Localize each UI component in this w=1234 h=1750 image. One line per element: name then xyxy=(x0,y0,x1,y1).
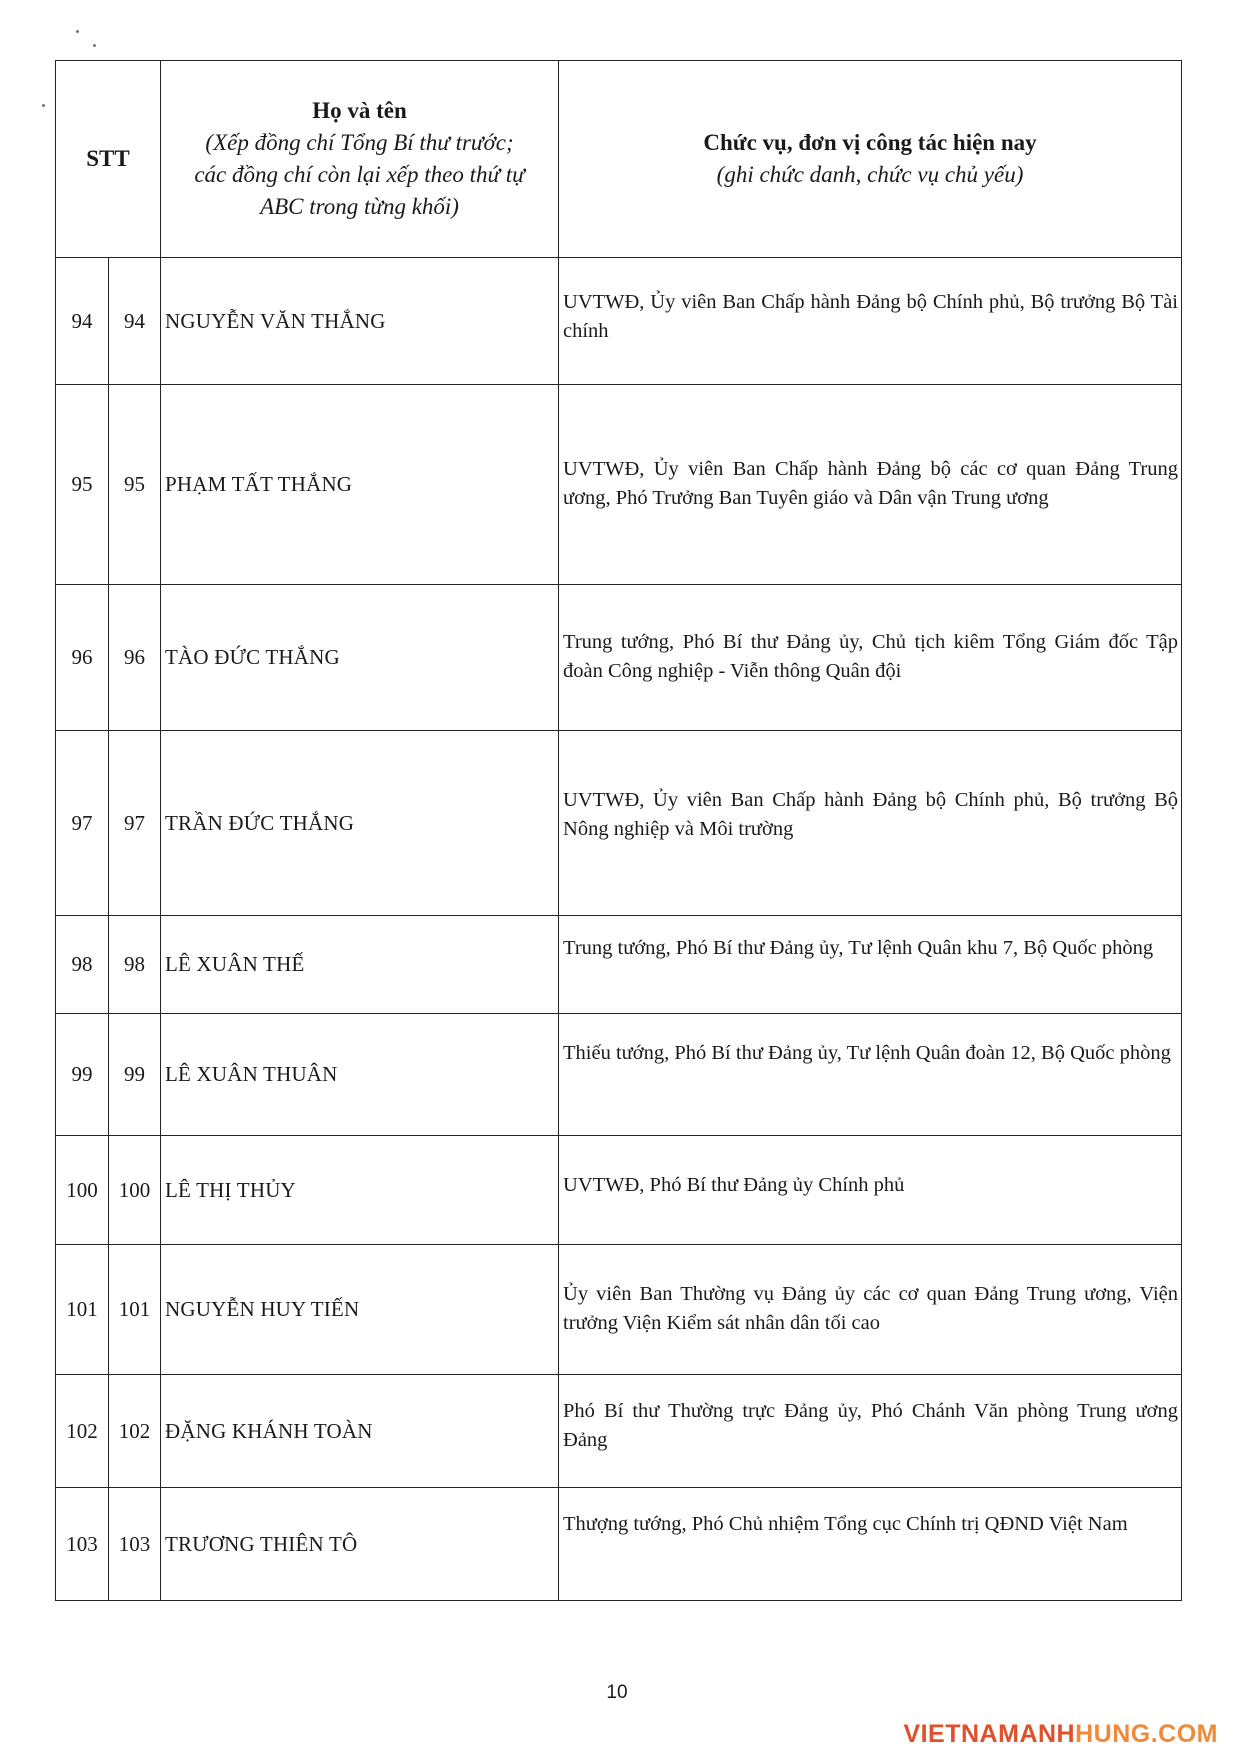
row-position xyxy=(559,1245,1182,1375)
table-row xyxy=(56,585,1182,731)
table-row xyxy=(56,731,1182,916)
row-position xyxy=(559,1136,1182,1245)
scan-speck xyxy=(42,104,45,107)
scan-speck xyxy=(93,44,96,47)
row-position-text: Trung tướng, Phó Bí thư Đảng ủy, Chủ tịch kiêm Tổng Giám đốc Tập đoàn Công nghiệp - Viễn thông Quân đội xyxy=(563,631,1179,682)
row-stt-group: 97 xyxy=(109,731,161,916)
row-name: LÊ XUÂN THUÂN xyxy=(161,1014,559,1136)
table-header-row xyxy=(56,61,1182,258)
row-name: LÊ XUÂN THẾ xyxy=(161,916,559,1014)
header-name xyxy=(161,61,559,258)
table-row xyxy=(56,916,1182,1014)
row-position-text: Thượng tướng, Phó Chủ nhiệm Tổng cục Chính trị QĐND Việt Nam xyxy=(563,1513,1128,1535)
header-position-note: (ghi chức danh, chức vụ chủ yếu) xyxy=(716,162,1024,187)
row-position xyxy=(559,258,1182,385)
row-position xyxy=(559,731,1182,916)
row-name: TÀO ĐỨC THẮNG xyxy=(161,585,559,731)
row-position xyxy=(559,1014,1182,1136)
row-stt-group: 100 xyxy=(109,1136,161,1245)
row-name: TRƯƠNG THIÊN TÔ xyxy=(161,1488,559,1601)
row-position-text: UVTWĐ, Ủy viên Ban Chấp hành Đảng bộ Chính phủ, Bộ trưởng Bộ Tài chính xyxy=(563,291,1179,342)
scan-speck xyxy=(76,30,79,33)
row-stt-group: 99 xyxy=(109,1014,161,1136)
row-stt-group: 94 xyxy=(109,258,161,385)
row-name: TRẦN ĐỨC THẮNG xyxy=(161,731,559,916)
row-stt-group: 96 xyxy=(109,585,161,731)
row-stt-group: 103 xyxy=(109,1488,161,1601)
row-stt-overall: 97 xyxy=(56,731,109,916)
table-row xyxy=(56,1245,1182,1375)
row-name: ĐẶNG KHÁNH TOÀN xyxy=(161,1375,559,1488)
table-row xyxy=(56,1488,1182,1601)
table-row xyxy=(56,385,1182,585)
table-row xyxy=(56,258,1182,385)
row-position-text: Ủy viên Ban Thường vụ Đảng ủy các cơ quan Đảng Trung ương, Viện trưởng Viện Kiểm sát nhân dân tối cao xyxy=(563,1283,1179,1334)
header-name-title: Họ và tên xyxy=(312,98,407,123)
row-position-text: Trung tướng, Phó Bí thư Đảng ủy, Tư lệnh Quân khu 7, Bộ Quốc phòng xyxy=(563,937,1154,959)
header-stt: STT xyxy=(56,61,161,258)
table-row xyxy=(56,1136,1182,1245)
watermark-logo xyxy=(903,1720,1218,1749)
watermark-text: VIETNAMANH xyxy=(903,1720,1076,1748)
row-stt-overall: 96 xyxy=(56,585,109,731)
row-stt-overall: 98 xyxy=(56,916,109,1014)
header-name-note-line: các đồng chí còn lại xếp theo thứ tự xyxy=(194,162,525,187)
page-number: 10 xyxy=(606,1682,628,1703)
row-stt-overall: 103 xyxy=(56,1488,109,1601)
header-position-title: Chức vụ, đơn vị công tác hiện nay xyxy=(703,130,1037,155)
row-position xyxy=(559,585,1182,731)
row-name: LÊ THỊ THỦY xyxy=(161,1136,559,1245)
header-name-note-line: ABC trong từng khối) xyxy=(260,194,459,219)
row-position-text: UVTWĐ, Ủy viên Ban Chấp hành Đảng bộ các cơ quan Đảng Trung ương, Phó Trưởng Ban Tuyên giáo và Dân vận Trung ương xyxy=(563,458,1179,509)
row-stt-overall: 95 xyxy=(56,385,109,585)
row-stt-group: 95 xyxy=(109,385,161,585)
row-name: NGUYỄN VĂN THẮNG xyxy=(161,258,559,385)
table-row xyxy=(56,1375,1182,1488)
row-position xyxy=(559,1375,1182,1488)
row-stt-group: 101 xyxy=(109,1245,161,1375)
row-position-text: UVTWĐ, Phó Bí thư Đảng ủy Chính phủ xyxy=(563,1174,905,1196)
row-position-text: Phó Bí thư Thường trực Đảng ủy, Phó Chánh Văn phòng Trung ương Đảng xyxy=(563,1400,1179,1451)
header-position xyxy=(559,61,1182,258)
row-name: NGUYỄN HUY TIẾN xyxy=(161,1245,559,1375)
member-table xyxy=(55,60,1182,1601)
row-position-text: UVTWĐ, Ủy viên Ban Chấp hành Đảng bộ Chính phủ, Bộ trưởng Bộ Nông nghiệp và Môi trường xyxy=(563,789,1179,840)
row-position xyxy=(559,1488,1182,1601)
row-stt-group: 98 xyxy=(109,916,161,1014)
row-position-text: Thiếu tướng, Phó Bí thư Đảng ủy, Tư lệnh Quân đoàn 12, Bộ Quốc phòng xyxy=(563,1042,1171,1064)
row-stt-overall: 99 xyxy=(56,1014,109,1136)
row-stt-overall: 102 xyxy=(56,1375,109,1488)
header-name-note-line: (Xếp đồng chí Tổng Bí thư trước; xyxy=(205,130,514,155)
row-stt-overall: 94 xyxy=(56,258,109,385)
row-stt-overall: 100 xyxy=(56,1136,109,1245)
row-stt-overall: 101 xyxy=(56,1245,109,1375)
row-name: PHẠM TẤT THẮNG xyxy=(161,385,559,585)
row-position xyxy=(559,385,1182,585)
row-stt-group: 102 xyxy=(109,1375,161,1488)
row-position xyxy=(559,916,1182,1014)
watermark-text: HUNG.COM xyxy=(1075,1720,1218,1748)
table-row xyxy=(56,1014,1182,1136)
